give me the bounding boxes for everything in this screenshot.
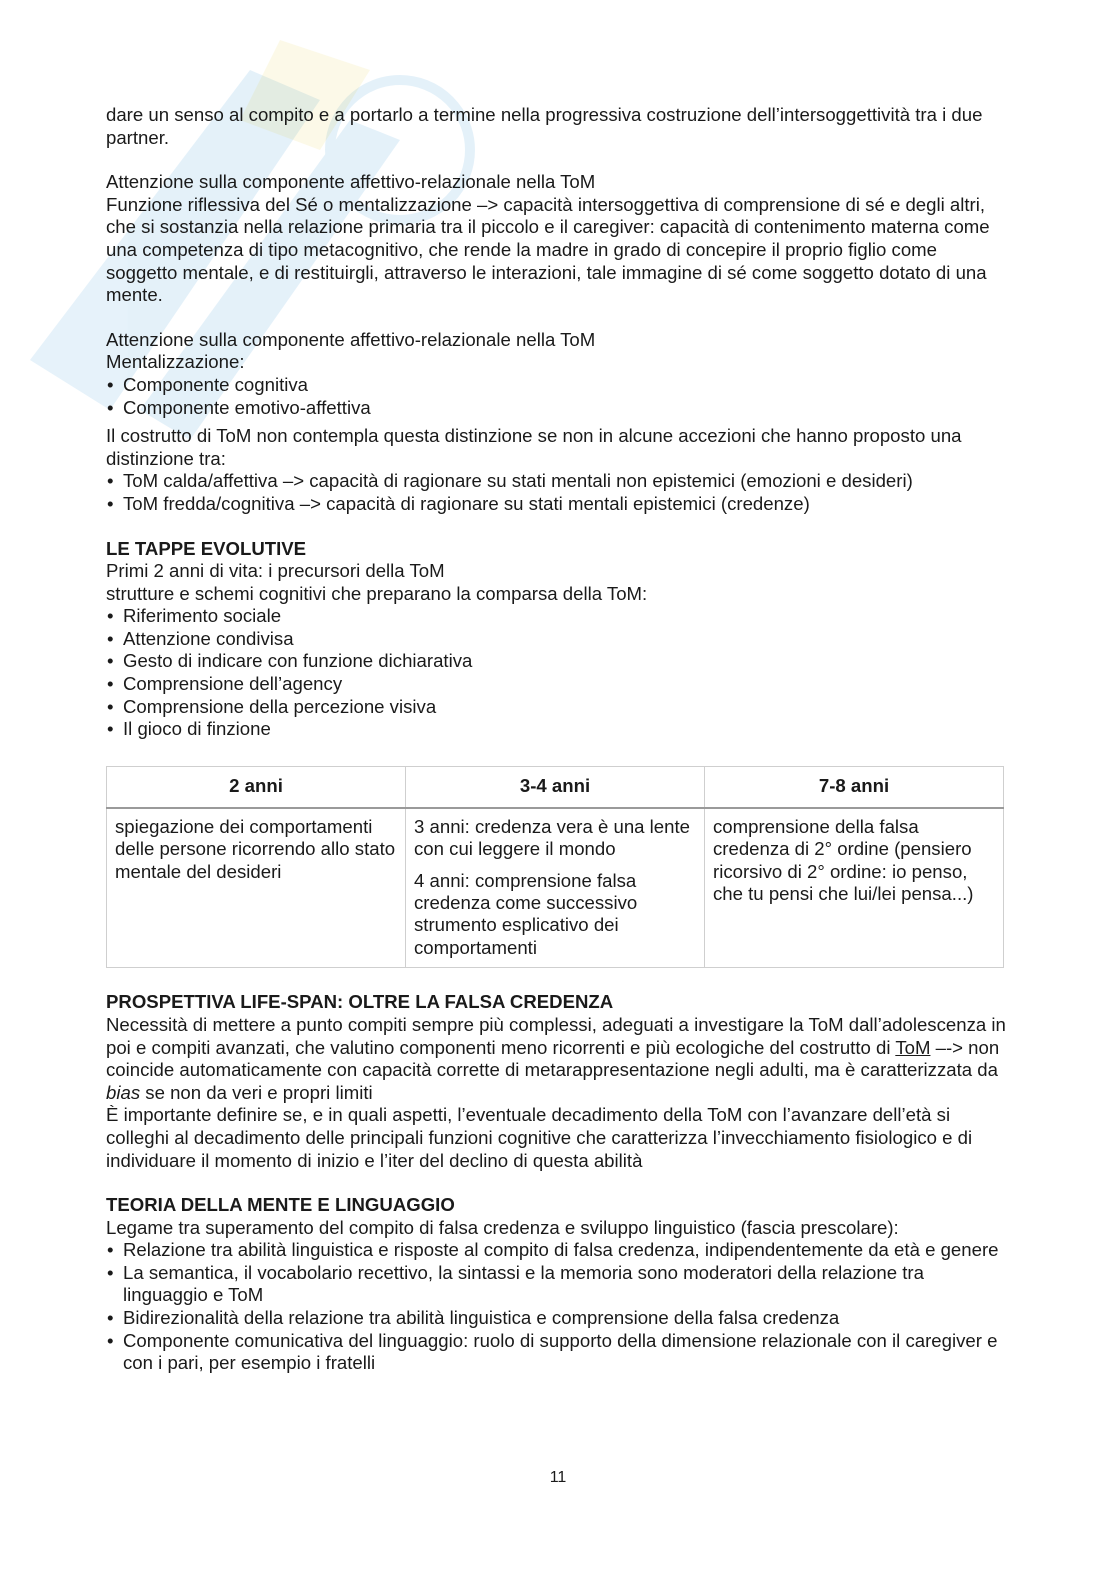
section-heading-lifespan: PROSPETTIVA LIFE-SPAN: OLTRE LA FALSA CREDENZA bbox=[106, 991, 614, 1013]
lifespan-paragraph-1: Necessità di mettere a punto compiti sempre più complessi, adeguati a investigare la ToM dall’adolescenza in poi e compiti avanzati, che valutino componenti meno ricorrenti e più ecologiche del costrutto di ToM –-> non coincide automaticamente con capacità corrette di metarappresentazione negli adulti, ma è caratterizzata da bias se non da veri e propri limiti bbox=[106, 1013, 1006, 1103]
table-cell bbox=[406, 808, 705, 968]
tom-distinction-list bbox=[106, 470, 1006, 515]
block1-title: Attenzione sulla componente affettivo-relazionale nella ToM bbox=[106, 171, 596, 193]
table-header-cell: 7-8 anni bbox=[705, 766, 1004, 808]
bias-emphasis: bias bbox=[106, 1081, 141, 1103]
language-list bbox=[106, 1239, 1006, 1375]
table-cell bbox=[705, 808, 1004, 968]
list-item: • Il gioco di finzione bbox=[106, 718, 1006, 741]
list-item: • La semantica, il vocabolario recettivo, la sintassi e la memoria sono moderatori della relazione tra linguaggio e ToM bbox=[106, 1262, 1006, 1307]
table-header-cell: 3-4 anni bbox=[406, 766, 705, 808]
cell-text: comprensione della falsa credenza di 2° ordine (pensiero ricorsivo di 2° ordine: io penso, che tu pensi che lui/lei pensa...) bbox=[713, 815, 974, 905]
linguaggio-intro: Legame tra superamento del compito di falsa credenza e sviluppo linguistico (fascia prescolare): bbox=[106, 1216, 899, 1238]
block2-paragraph: Il costrutto di ToM non contempla questa distinzione se non in alcune accezioni che hanno proposto una distinzione tra: bbox=[106, 425, 962, 469]
lifespan-paragraph-2: È importante definire se, e in quali aspetti, l’eventuale decadimento della ToM con l’avanzare dell’età si colleghi al decadimento delle principali funzioni cognitive che caratterizza l’invecchiamento fisiologico e di individuare il momento di inizio e l’iter del declino di questa abilità bbox=[106, 1104, 973, 1171]
tappe-line1: Primi 2 anni di vita: i precursori della ToM bbox=[106, 560, 445, 582]
list-item: • Gesto di indicare con funzione dichiarativa bbox=[106, 650, 1006, 673]
block1-paragraph: Funzione riflessiva del Sé o mentalizzazione –> capacità intersoggettiva di comprensione di sé e degli altri, che si sostanzia nella relazione primaria tra il piccolo e il caregiver: capacità di contenimento materna come una competenza di tipo metacognitivo, che rende la madre in grado di concepire il proprio figlio come soggetto mentale, e di restituirgli, attraverso le interazioni, tale immagine di sé come soggetto dotato di una mente. bbox=[106, 193, 990, 306]
document-page bbox=[106, 104, 1006, 1375]
list-item: • Comprensione della percezione visiva bbox=[106, 696, 1006, 719]
cell-text: 4 anni: comprensione falsa credenza come successivo strumento esplicativo dei comportamenti bbox=[414, 869, 638, 958]
block2-subtitle: Mentalizzazione: bbox=[106, 351, 245, 373]
table-header-cell: 2 anni bbox=[107, 766, 406, 808]
list-item: • Componente emotivo-affettiva bbox=[106, 397, 1006, 420]
mentalization-list bbox=[106, 374, 1006, 419]
list-item: • Relazione tra abilità linguistica e risposte al compito di falsa credenza, indipendentemente da età e genere bbox=[106, 1239, 1006, 1262]
section-heading-tappe: LE TAPPE EVOLUTIVE bbox=[106, 537, 307, 559]
list-item: • Componente comunicativa del linguaggio: ruolo di supporto della dimensione relazionale con il caregiver e con i pari, per esempio i fratelli bbox=[106, 1330, 1006, 1375]
page-number: 11 bbox=[549, 1469, 567, 1486]
tappe-line2: strutture e schemi cognitivi che preparano la comparsa della ToM: bbox=[106, 582, 648, 604]
table-cell bbox=[107, 808, 406, 968]
cell-text: 3 anni: credenza vera è una lente con cui leggere il mondo bbox=[414, 815, 691, 860]
tom-link[interactable]: ToM bbox=[895, 1036, 931, 1058]
list-item: • Bidirezionalità della relazione tra abilità linguistica e comprensione della falsa credenza bbox=[106, 1307, 1006, 1330]
block2-title: Attenzione sulla componente affettivo-relazionale nella ToM bbox=[106, 328, 596, 350]
developmental-stages-table bbox=[106, 766, 1004, 969]
list-item: • Riferimento sociale bbox=[106, 605, 1006, 628]
section-heading-linguaggio: TEORIA DELLA MENTE E LINGUAGGIO bbox=[106, 1194, 455, 1216]
table-row bbox=[107, 808, 1004, 968]
precursors-list bbox=[106, 605, 1006, 741]
list-item: • Comprensione dell’agency bbox=[106, 673, 1006, 696]
intro-paragraph: dare un senso al compito e a portarlo a termine nella progressiva costruzione dell’intersoggettività tra i due partner. bbox=[106, 104, 983, 148]
list-item: • Componente cognitiva bbox=[106, 374, 1006, 397]
list-item: • Attenzione condivisa bbox=[106, 628, 1006, 651]
cell-text: spiegazione dei comportamenti delle persone ricorrendo allo stato mentale del desideri bbox=[115, 815, 396, 882]
table-header-row bbox=[107, 766, 1004, 808]
list-item: • ToM calda/affettiva –> capacità di ragionare su stati mentali non epistemici (emozioni e desideri) bbox=[106, 470, 1006, 493]
list-item: • ToM fredda/cognitiva –> capacità di ragionare su stati mentali epistemici (credenze) bbox=[106, 493, 1006, 516]
